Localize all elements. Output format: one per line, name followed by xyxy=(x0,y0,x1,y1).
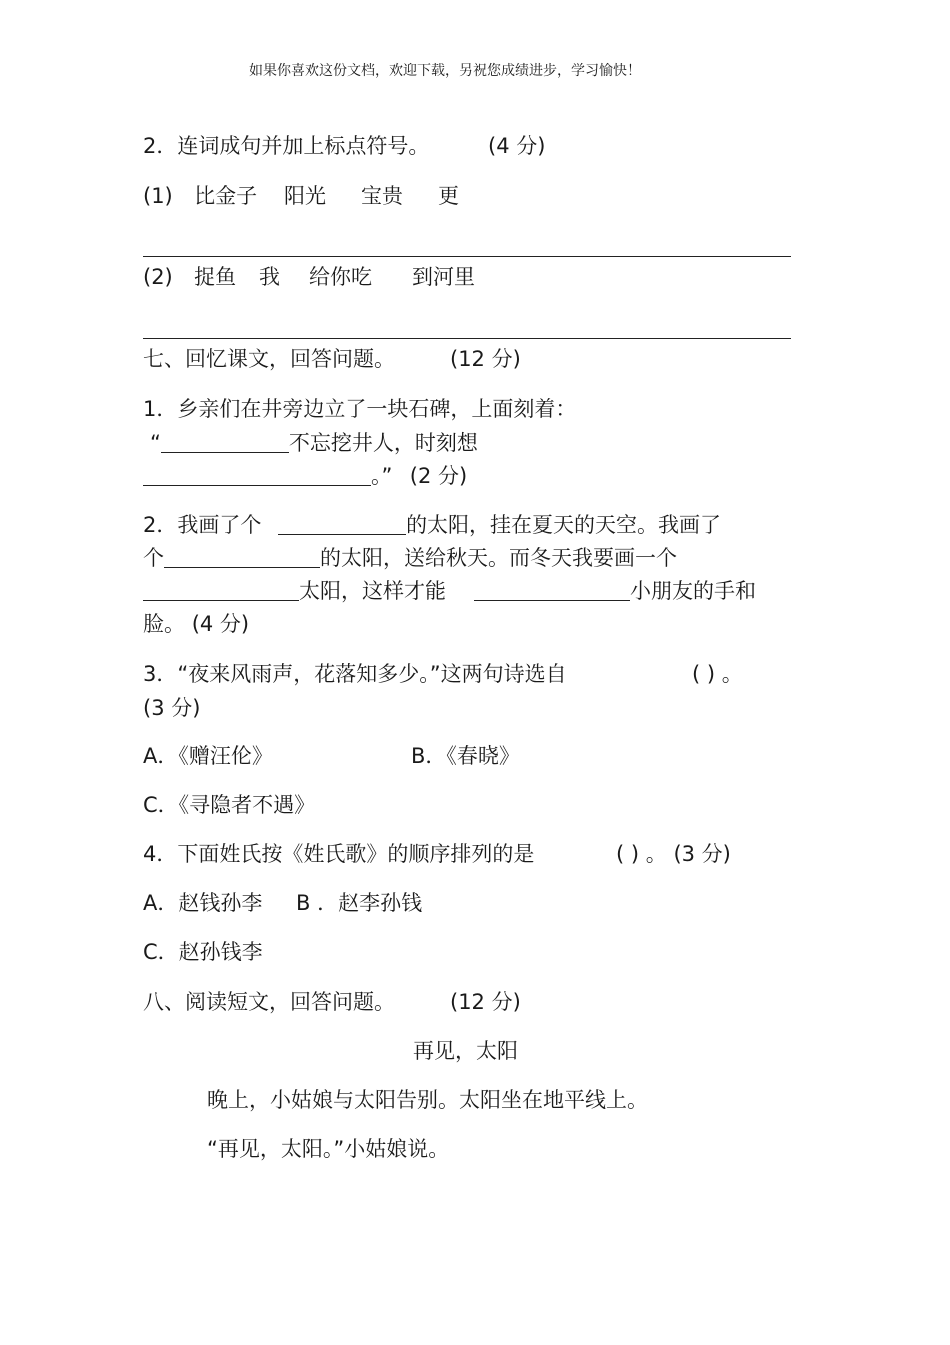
page-header: 如果你喜欢这份文档，欢迎下载，另祝您成绩进步，学习愉快！ xyxy=(249,63,641,79)
question-text: 1．乡亲们在井旁边立了一块石碑，上面刻着： xyxy=(143,397,577,421)
question-score: (2 分) xyxy=(409,464,468,488)
option-b[interactable]: B ．赵李孙钱 xyxy=(296,891,423,915)
period-mark: 。 xyxy=(645,842,667,866)
passage-title: 再见，太阳 xyxy=(413,1039,518,1063)
question-text: 脸。 xyxy=(143,612,185,636)
answer-blank: ( ) xyxy=(616,842,640,866)
question-score: (3 分) xyxy=(673,842,731,866)
answer-paren[interactable] xyxy=(616,842,731,866)
word: 到河里 xyxy=(412,265,475,289)
question-score: (4 分) xyxy=(191,612,250,636)
answer-blank: ( ) xyxy=(692,662,716,686)
answer-line[interactable] xyxy=(143,256,791,257)
question-text: 4．下面姓氏按《姓氏歌》的顺序排列的是 xyxy=(143,842,535,866)
question-title xyxy=(143,134,429,158)
item-number: (1) xyxy=(143,184,173,208)
question-text: 2．连词成句并加上标点符号。 xyxy=(143,134,430,158)
question-text: 个 xyxy=(143,546,164,570)
fill-blank[interactable] xyxy=(143,465,371,486)
question-line xyxy=(143,464,467,488)
item-2 xyxy=(143,265,236,289)
item-number: (2) xyxy=(143,265,173,289)
period-mark: 。 xyxy=(721,662,743,686)
passage-paragraph: “再见，太阳。”小姑娘说。 xyxy=(207,1137,450,1161)
section-score: (12 分) xyxy=(450,990,521,1014)
word: 比金子 xyxy=(194,184,258,208)
option-c[interactable]: C．《寻隐者不遇》 xyxy=(143,793,316,817)
quote-mark: “ xyxy=(150,431,161,455)
question-text: 。” xyxy=(371,464,393,488)
question-text: 不忘挖井人，时刻想 xyxy=(288,431,478,455)
question-score: (4 分) xyxy=(488,134,546,158)
fill-blank[interactable] xyxy=(164,547,320,568)
question-line xyxy=(143,513,721,537)
question-line xyxy=(143,579,446,603)
question-text: 小朋友的手和 xyxy=(630,579,756,603)
item-1 xyxy=(143,184,257,208)
section-score: (12 分) xyxy=(450,347,521,371)
fill-blank[interactable] xyxy=(474,580,630,601)
option-a[interactable]: A．《赠汪伦》 xyxy=(143,744,273,768)
word: 捉鱼 xyxy=(194,265,237,289)
question-line xyxy=(150,431,478,455)
option-c[interactable]: C．赵孙钱李 xyxy=(143,940,263,964)
question-line xyxy=(143,546,677,570)
question-text: 3．“夜来风雨声，花落知多少。”这两句诗选自 xyxy=(143,662,567,686)
question-text: 2．我画了个 xyxy=(143,513,262,537)
section-title: 七、回忆课文，回答问题。 xyxy=(143,347,395,371)
word: 给你吃 xyxy=(309,265,372,289)
word: 更 xyxy=(438,184,459,208)
question-line xyxy=(143,612,249,636)
fill-blank[interactable] xyxy=(278,514,406,535)
word: 我 xyxy=(259,265,280,289)
word: 宝贵 xyxy=(361,184,403,208)
question-text: 的太阳，送给秋天。而冬天我要画一个 xyxy=(320,546,677,570)
question-score: (3 分) xyxy=(143,696,201,720)
question-text: 太阳，这样才能 xyxy=(299,579,446,603)
option-b[interactable]: B．《春晓》 xyxy=(411,744,520,768)
passage-paragraph: 晚上，小姑娘与太阳告别。太阳坐在地平线上。 xyxy=(207,1088,648,1112)
fill-blank[interactable] xyxy=(143,580,299,601)
answer-paren[interactable] xyxy=(692,662,743,686)
section-title: 八、阅读短文，回答问题。 xyxy=(143,990,395,1014)
fill-blank[interactable] xyxy=(161,432,289,453)
word: 阳光 xyxy=(284,184,326,208)
option-a[interactable]: A．赵钱孙李 xyxy=(143,891,263,915)
question-text: 的太阳，挂在夏天的天空。我画了 xyxy=(406,513,722,537)
answer-line[interactable] xyxy=(143,338,791,339)
question-line xyxy=(474,579,756,603)
